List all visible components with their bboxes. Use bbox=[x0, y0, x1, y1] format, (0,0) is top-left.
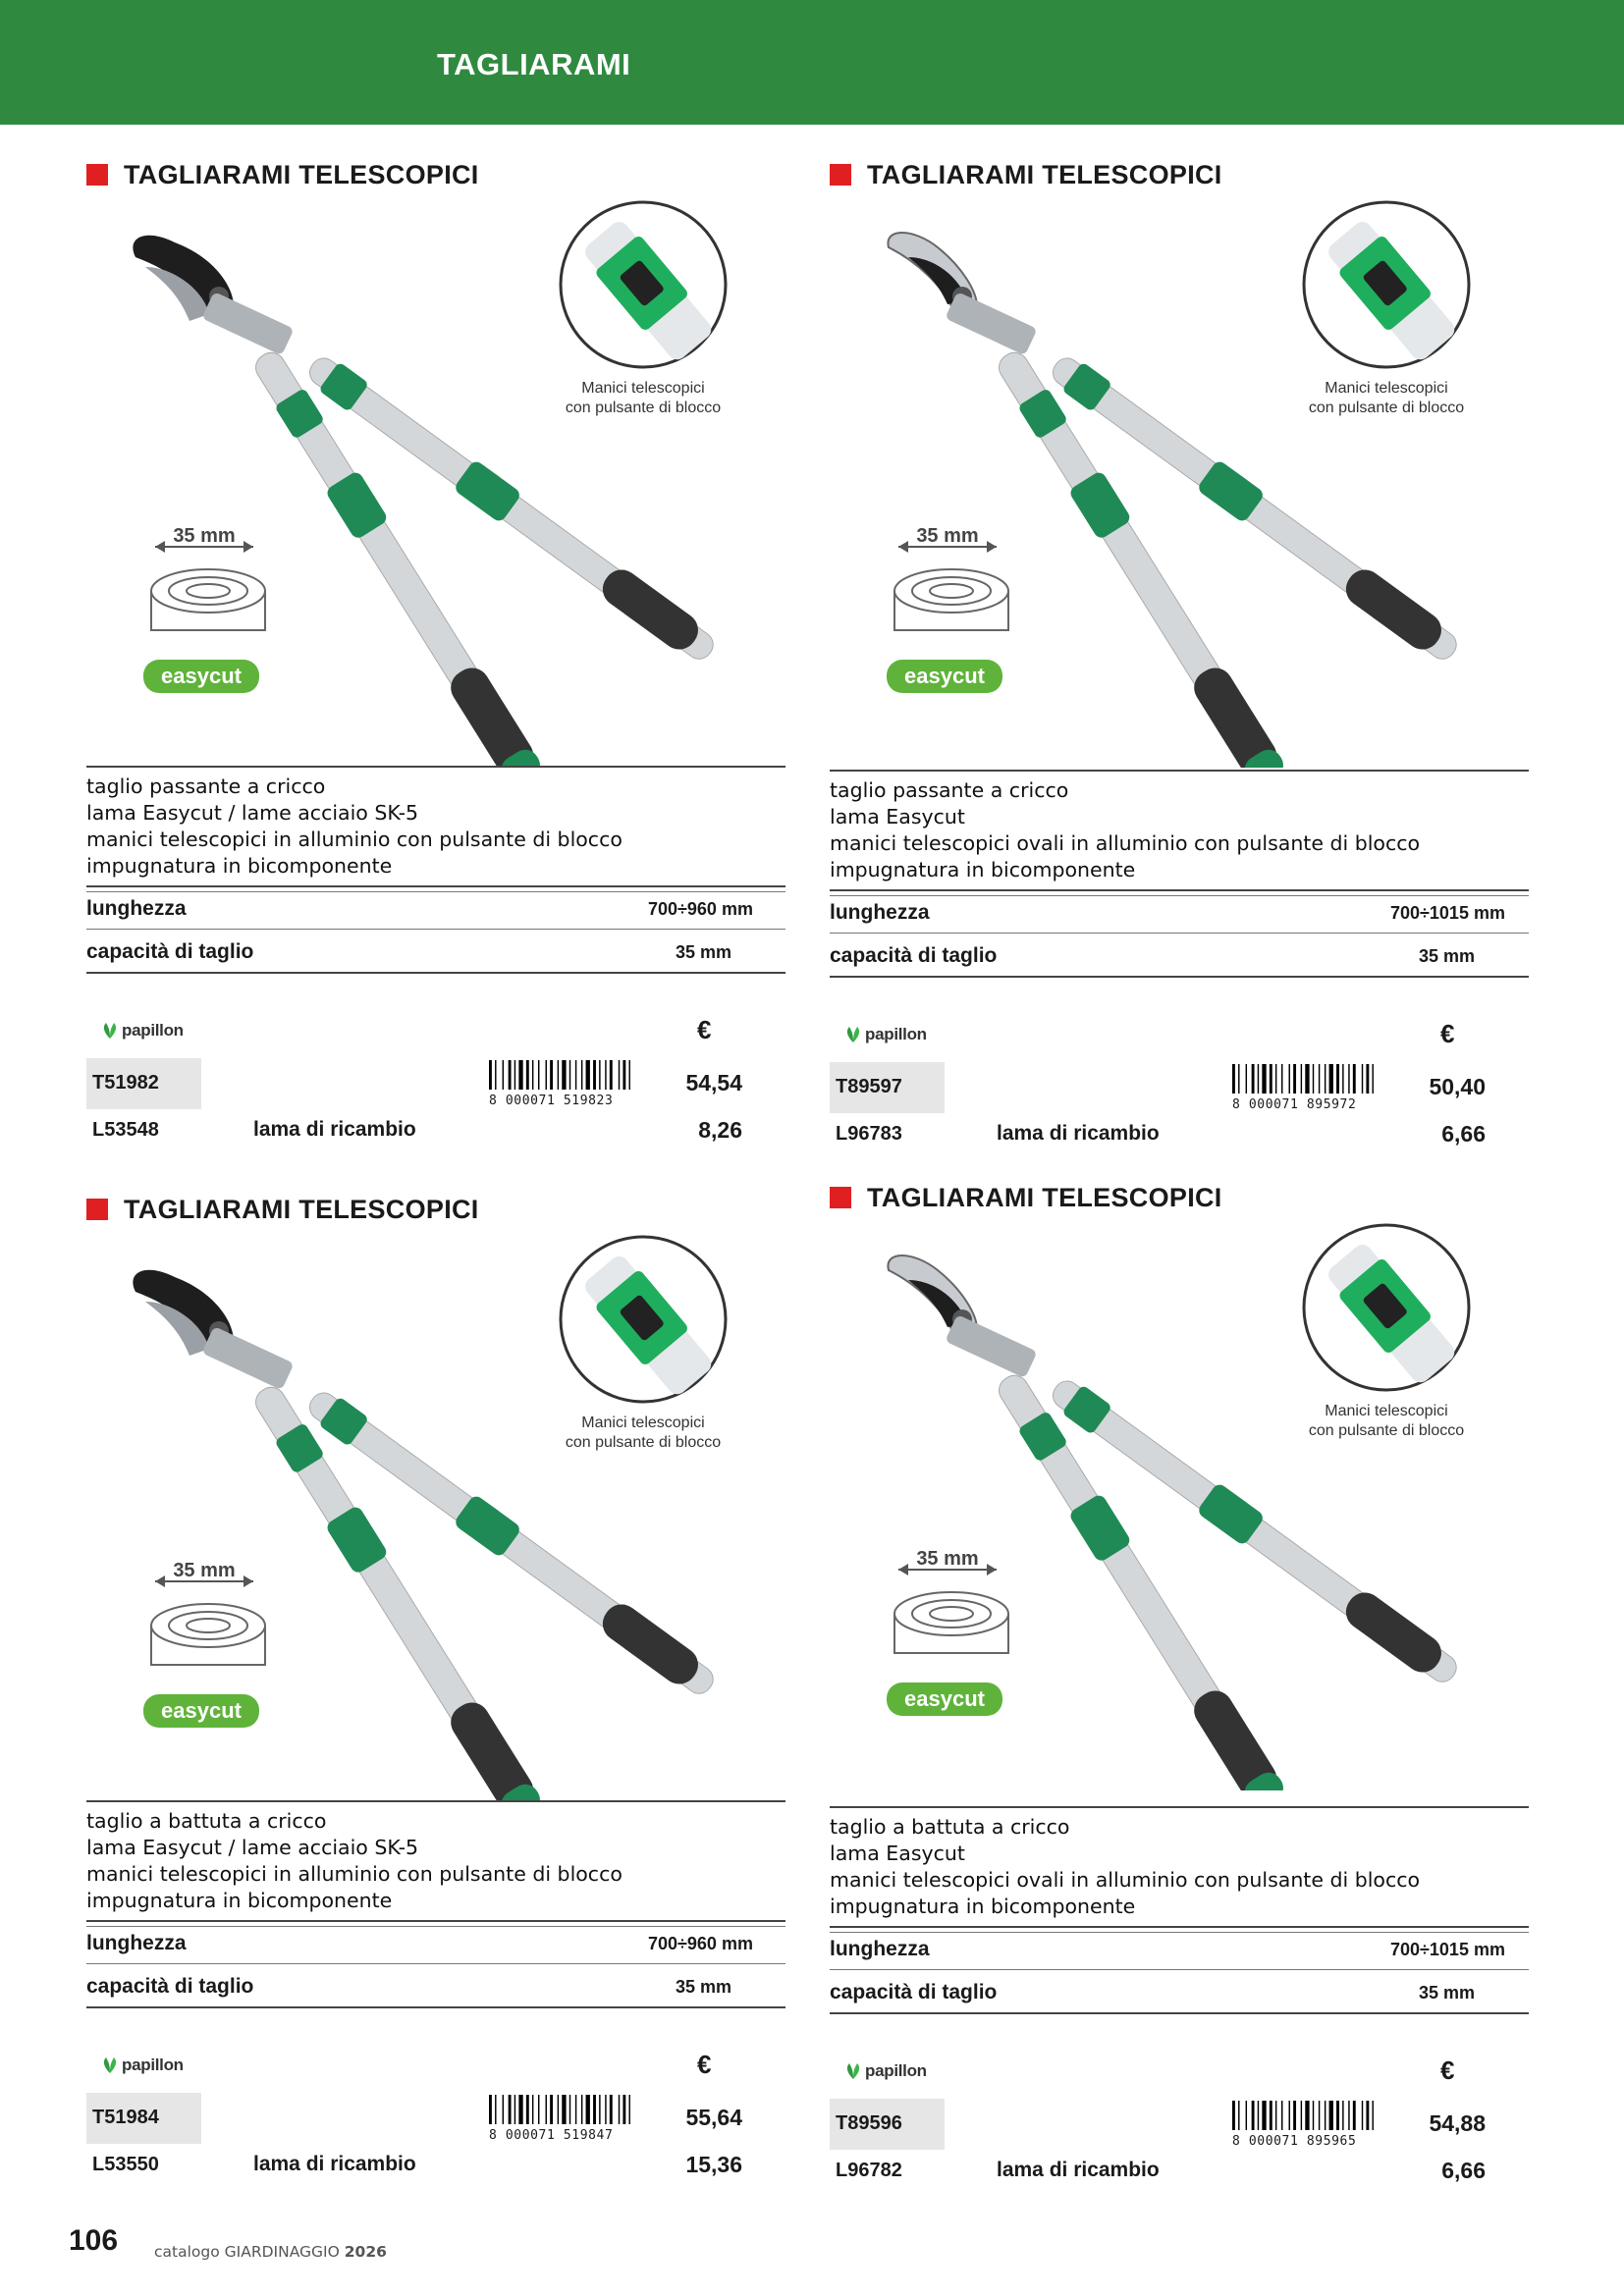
brand-name: papillon bbox=[122, 2056, 184, 2074]
divider bbox=[86, 885, 785, 887]
catalog-year: 2026 bbox=[344, 2243, 387, 2261]
spare-price: 6,66 bbox=[1441, 1121, 1486, 1147]
spare-code: L53548 bbox=[92, 1119, 159, 1141]
product-card bbox=[86, 1190, 785, 2181]
spec-label-length: lunghezza bbox=[830, 901, 930, 924]
currency-symbol: € bbox=[1440, 2056, 1455, 2085]
divider bbox=[830, 770, 1529, 772]
product-title bbox=[86, 1190, 479, 1229]
desc-line: taglio passante a cricco bbox=[830, 778, 1069, 802]
product-illustration bbox=[830, 198, 1529, 768]
spec-value-cut: 35 mm bbox=[1419, 1983, 1476, 2002]
catalog-label bbox=[154, 2243, 387, 2261]
spec-value-length: 700÷960 mm bbox=[648, 1934, 753, 1953]
desc-line: manici telescopici in alluminio con pulsante di blocco bbox=[86, 1862, 623, 1886]
spec-label-length: lunghezza bbox=[830, 1938, 930, 1960]
cut-dimension: 35 mm bbox=[173, 525, 236, 547]
product-illustration bbox=[86, 1233, 785, 1802]
product-illustration bbox=[830, 1221, 1529, 1790]
spec-label-cut: capacità di taglio bbox=[86, 940, 254, 963]
divider bbox=[830, 889, 1529, 891]
divider bbox=[830, 1969, 1529, 1970]
callout-line-1: Manici telescopici bbox=[1325, 380, 1448, 397]
divider bbox=[86, 929, 785, 930]
product-price: 55,64 bbox=[685, 2105, 742, 2130]
product-title-text: TAGLIARAMI TELESCOPICI bbox=[124, 159, 479, 189]
easycut-badge: easycut bbox=[904, 1686, 985, 1711]
red-square-icon bbox=[830, 1187, 851, 1208]
divider bbox=[86, 891, 785, 892]
spec-value-cut: 35 mm bbox=[1419, 946, 1476, 966]
desc-line: manici telescopici in alluminio con pulsante di blocco bbox=[86, 828, 623, 851]
desc-line: impugnatura in bicomponente bbox=[830, 858, 1136, 881]
product-description bbox=[86, 1808, 623, 1914]
product-title-text: TAGLIARAMI TELESCOPICI bbox=[124, 1194, 479, 1224]
product-illustration bbox=[86, 198, 785, 768]
desc-line: lama Easycut bbox=[830, 805, 965, 828]
divider bbox=[830, 1806, 1529, 1808]
spare-label: lama di ricambio bbox=[997, 1122, 1160, 1145]
divider bbox=[830, 1932, 1529, 1933]
spare-price: 15,36 bbox=[685, 2152, 742, 2177]
spare-label: lama di ricambio bbox=[253, 1118, 416, 1141]
cut-dimension: 35 mm bbox=[916, 525, 979, 547]
spare-code: L53550 bbox=[92, 2154, 159, 2175]
divider bbox=[830, 1926, 1529, 1928]
barcode-number: 8 000071 895965 bbox=[1232, 2134, 1357, 2149]
product-title bbox=[86, 155, 479, 194]
divider bbox=[830, 895, 1529, 896]
spare-label: lama di ricambio bbox=[997, 2159, 1160, 2181]
product-title bbox=[830, 155, 1222, 194]
easycut-badge: easycut bbox=[161, 664, 242, 688]
brand-logo bbox=[100, 1021, 184, 1041]
product-title-text: TAGLIARAMI TELESCOPICI bbox=[867, 1182, 1222, 1212]
red-square-icon bbox=[86, 164, 108, 186]
product-description bbox=[86, 774, 623, 880]
product-title-text: TAGLIARAMI TELESCOPICI bbox=[867, 159, 1222, 189]
leaf-icon bbox=[100, 2056, 120, 2075]
callout-line-1: Manici telescopici bbox=[581, 380, 705, 397]
spec-label-cut: capacità di taglio bbox=[830, 1981, 998, 2003]
desc-line: lama Easycut bbox=[830, 1842, 965, 1865]
easycut-badge: easycut bbox=[161, 1698, 242, 1723]
cut-dimension: 35 mm bbox=[916, 1548, 979, 1570]
desc-line: manici telescopici ovali in alluminio con pulsante di blocco bbox=[830, 1868, 1421, 1892]
spec-value-length: 700÷1015 mm bbox=[1390, 1940, 1505, 1959]
spare-code: L96782 bbox=[836, 2160, 902, 2181]
spec-value-cut: 35 mm bbox=[676, 1977, 732, 1997]
brand-name: papillon bbox=[122, 1021, 184, 1040]
spec-label-length: lunghezza bbox=[86, 1932, 187, 1954]
spec-value-length: 700÷960 mm bbox=[648, 899, 753, 919]
divider bbox=[86, 1800, 785, 1802]
product-card bbox=[830, 155, 1529, 1147]
cut-dimension: 35 mm bbox=[173, 1560, 236, 1581]
red-square-icon bbox=[86, 1199, 108, 1220]
callout-line-2: con pulsante di blocco bbox=[565, 1434, 722, 1451]
spec-value-length: 700÷1015 mm bbox=[1390, 903, 1505, 923]
product-title bbox=[830, 1178, 1222, 1217]
brand-logo bbox=[843, 2061, 927, 2081]
leaf-icon bbox=[843, 1025, 863, 1044]
currency-symbol: € bbox=[697, 1015, 712, 1044]
desc-line: lama Easycut / lame acciaio SK-5 bbox=[86, 801, 419, 825]
divider bbox=[86, 1926, 785, 1927]
page-number: 106 bbox=[69, 2224, 119, 2257]
product-card bbox=[830, 1178, 1529, 2183]
easycut-badge: easycut bbox=[904, 664, 985, 688]
callout-line-1: Manici telescopici bbox=[581, 1415, 705, 1431]
product-price: 54,88 bbox=[1429, 2110, 1486, 2136]
desc-line: taglio a battuta a cricco bbox=[830, 1815, 1070, 1839]
callout-line-2: con pulsante di blocco bbox=[565, 400, 722, 416]
product-card bbox=[86, 155, 785, 1147]
product-description bbox=[830, 1814, 1420, 1920]
product-code: T89596 bbox=[836, 2112, 902, 2134]
spec-label-cut: capacità di taglio bbox=[830, 944, 998, 967]
brand-logo bbox=[100, 2056, 184, 2075]
brand-name: papillon bbox=[865, 1025, 927, 1043]
catalog-text: catalogo GIARDINAGGIO bbox=[154, 2243, 340, 2261]
desc-line: manici telescopici ovali in alluminio con pulsante di blocco bbox=[830, 831, 1421, 855]
callout-line-1: Manici telescopici bbox=[1325, 1403, 1448, 1419]
barcode-number: 8 000071 895972 bbox=[1232, 1097, 1357, 1112]
leaf-icon bbox=[100, 1021, 120, 1041]
spare-price: 8,26 bbox=[698, 1117, 742, 1143]
page-header bbox=[0, 0, 1624, 125]
desc-line: taglio passante a cricco bbox=[86, 774, 326, 798]
divider bbox=[86, 1963, 785, 1964]
spare-price: 6,66 bbox=[1441, 2158, 1486, 2183]
brand-name: papillon bbox=[865, 2061, 927, 2080]
product-code: T51984 bbox=[92, 2107, 159, 2128]
divider bbox=[86, 2006, 785, 2008]
desc-line: impugnatura in bicomponente bbox=[830, 1895, 1136, 1918]
barcode-number: 8 000071 519823 bbox=[489, 1094, 614, 1108]
divider bbox=[86, 972, 785, 974]
product-code: T51982 bbox=[92, 1072, 159, 1094]
divider bbox=[86, 1920, 785, 1922]
spare-label: lama di ricambio bbox=[253, 2153, 416, 2175]
barcode-number: 8 000071 519847 bbox=[489, 2128, 614, 2143]
page-title: TAGLIARAMI bbox=[437, 47, 631, 81]
callout-line-2: con pulsante di blocco bbox=[1308, 400, 1465, 416]
divider bbox=[830, 2012, 1529, 2014]
red-square-icon bbox=[830, 164, 851, 186]
desc-line: impugnatura in bicomponente bbox=[86, 854, 393, 878]
divider bbox=[830, 933, 1529, 934]
divider bbox=[86, 766, 785, 768]
spec-label-cut: capacità di taglio bbox=[86, 1975, 254, 1998]
divider bbox=[830, 976, 1529, 978]
product-code: T89597 bbox=[836, 1076, 902, 1097]
callout-line-2: con pulsante di blocco bbox=[1308, 1422, 1465, 1439]
spare-code: L96783 bbox=[836, 1123, 902, 1145]
product-price: 54,54 bbox=[685, 1070, 742, 1095]
spec-value-cut: 35 mm bbox=[676, 942, 732, 962]
desc-line: lama Easycut / lame acciaio SK-5 bbox=[86, 1836, 419, 1859]
product-description bbox=[830, 777, 1420, 883]
desc-line: impugnatura in bicomponente bbox=[86, 1889, 393, 1912]
currency-symbol: € bbox=[1440, 1019, 1455, 1048]
brand-logo bbox=[843, 1025, 927, 1044]
product-price: 50,40 bbox=[1429, 1074, 1486, 1099]
leaf-icon bbox=[843, 2061, 863, 2081]
desc-line: taglio a battuta a cricco bbox=[86, 1809, 327, 1833]
currency-symbol: € bbox=[697, 2050, 712, 2079]
spec-label-length: lunghezza bbox=[86, 897, 187, 920]
